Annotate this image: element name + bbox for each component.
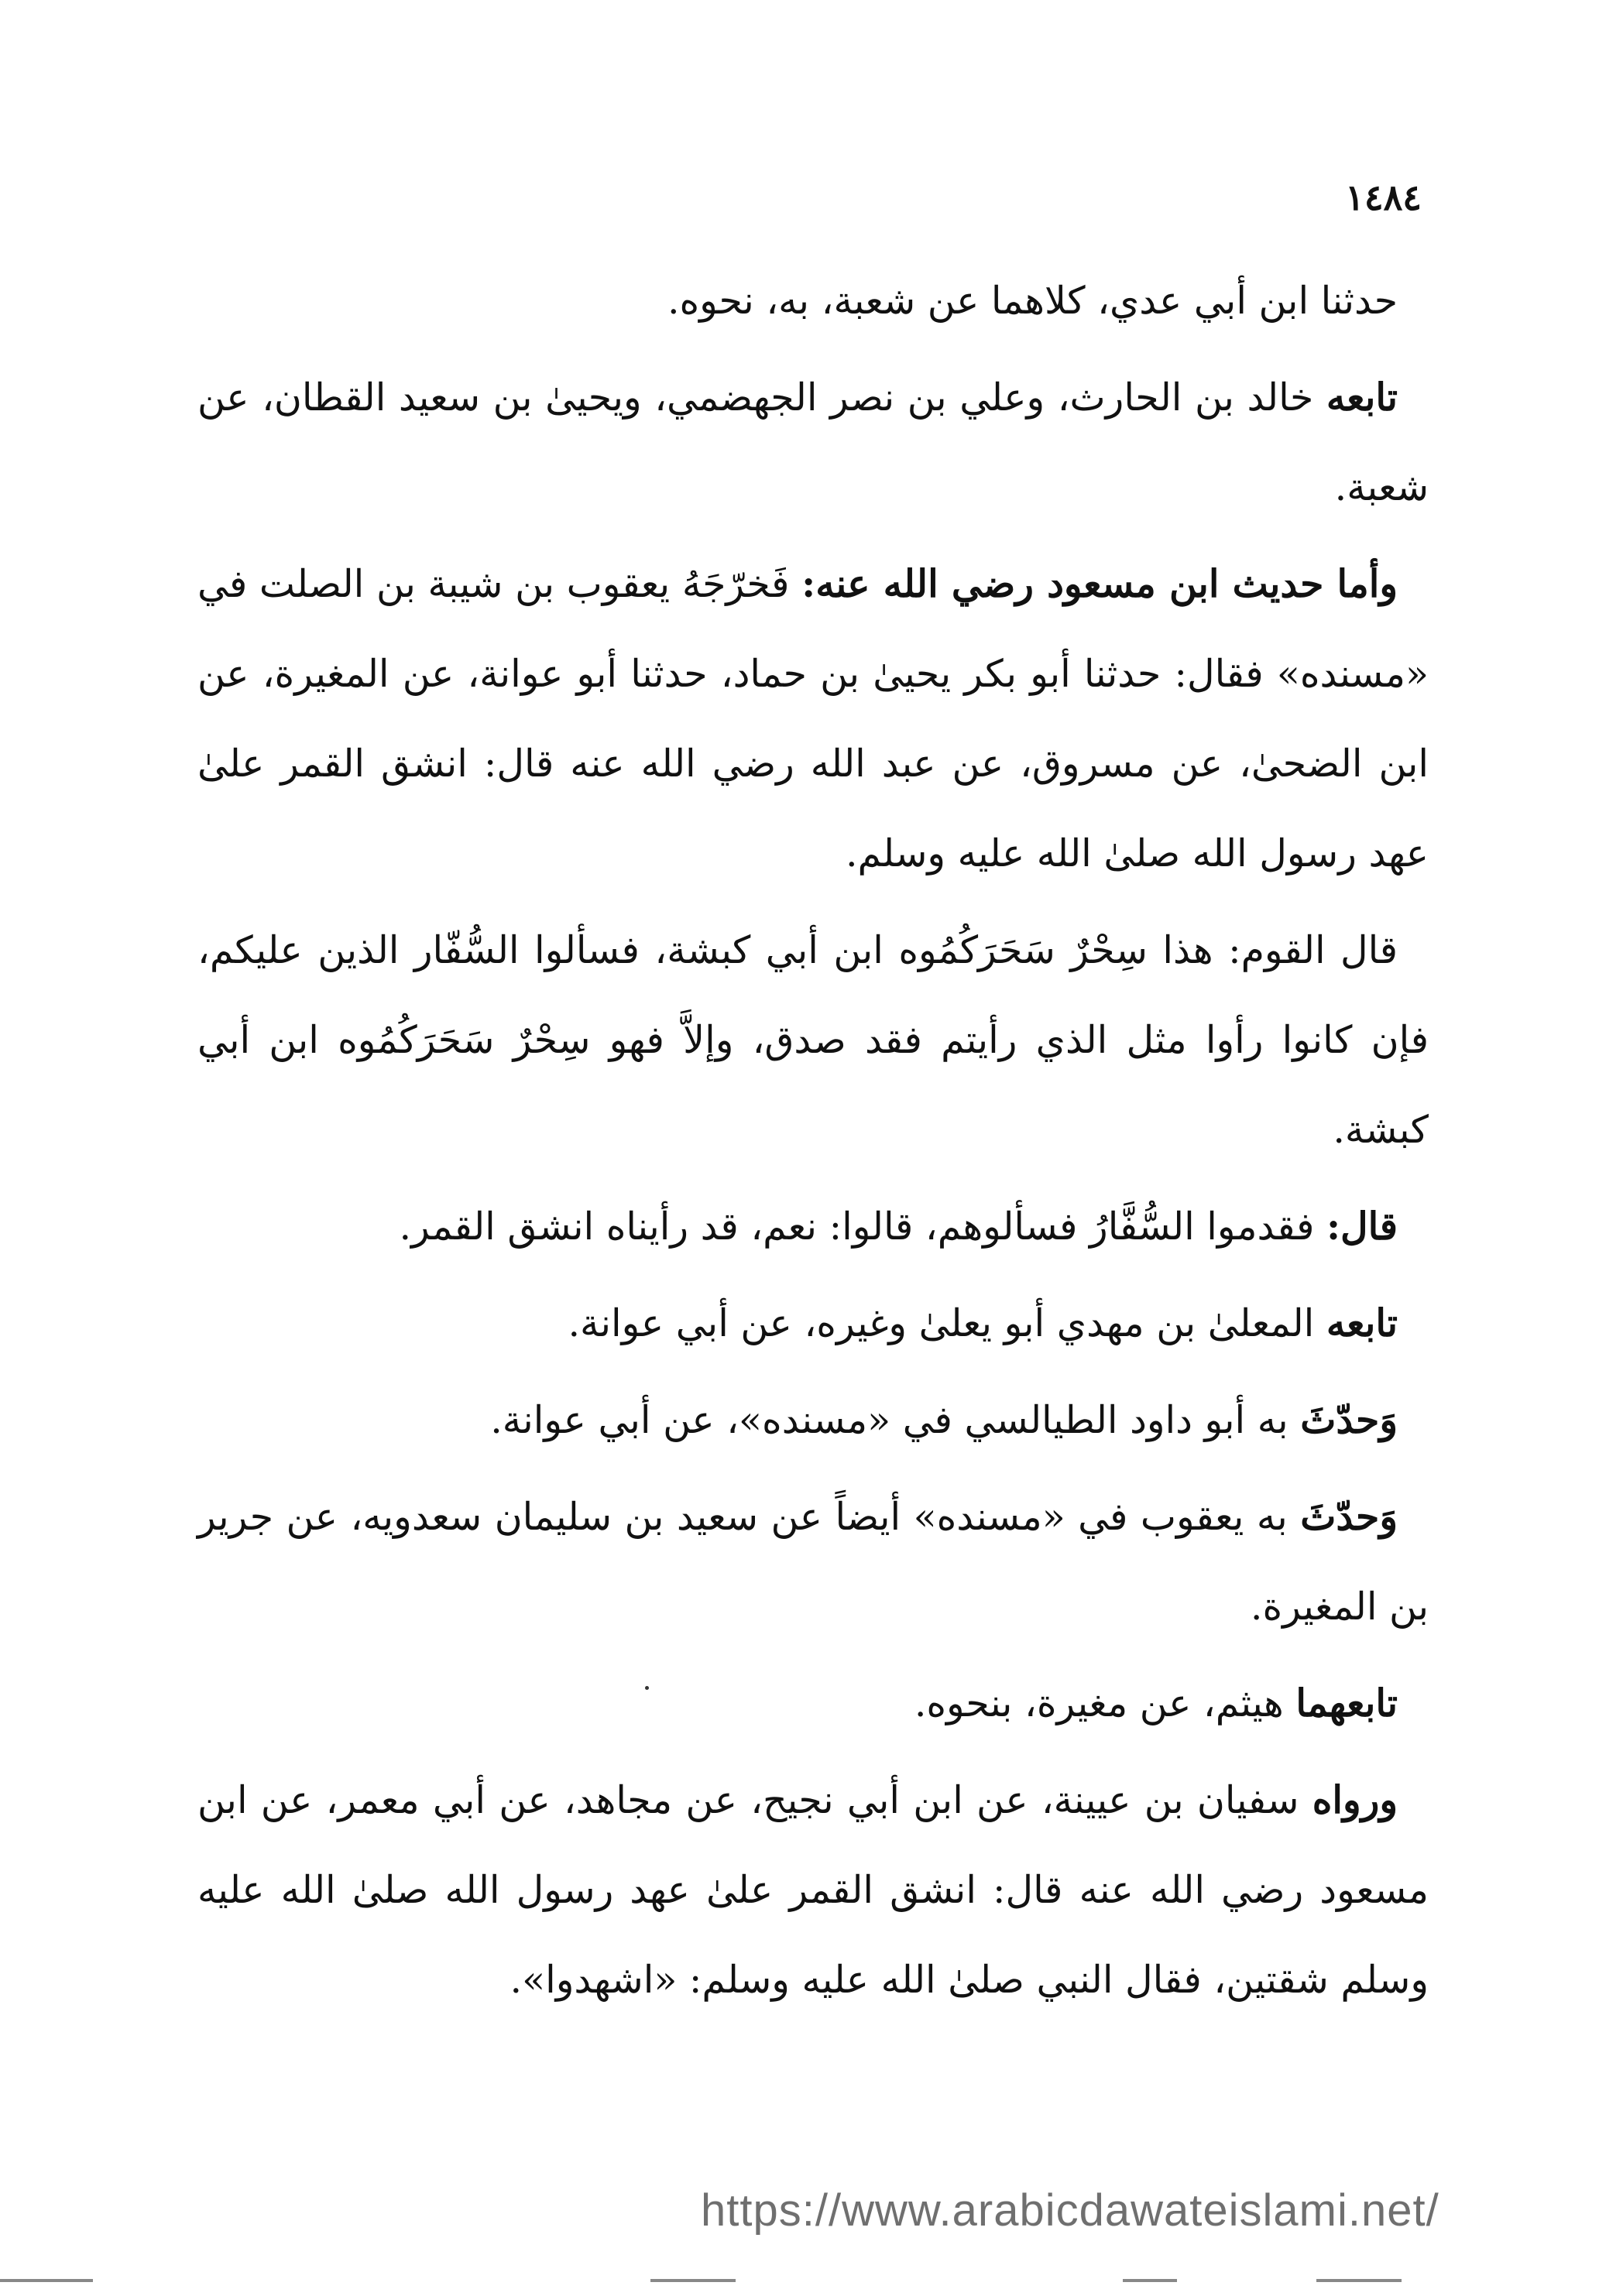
paragraph-1 [197, 255, 1429, 346]
paragraph-9 [197, 1658, 1429, 1749]
paragraph-5 [197, 1181, 1429, 1272]
paragraph-text: المعلىٰ بن مهدي أبو يعلىٰ وغيره، عن أبي عوانة. [568, 1301, 1326, 1345]
paragraph-text: قال القوم: هذا سِحْرٌ سَحَرَكُمُوه ابن أبي كبشة، فسألوا السُّفّار الذين عليكم، فإن كانوا رأوا مثل الذي رأيتم فقد صدق، وإلاَّ فهو سِحْرٌ سَحَرَكُمُوه ابن أبي كبشة. [197, 928, 1429, 1152]
paragraph-8 [197, 1472, 1429, 1652]
paragraph-text: به يعقوب في «مسنده» أيضاً عن سعيد بن سليمان سعدويه، عن جرير بن المغيرة. [197, 1495, 1429, 1629]
paragraph-lead: تابعه [1326, 1300, 1398, 1345]
paragraph-10 [197, 1755, 1429, 2025]
paragraph-lead: ورواه [1312, 1777, 1398, 1822]
paragraph-lead: وَحدّثَ [1300, 1494, 1398, 1539]
paragraph-lead: تابعه [1326, 375, 1398, 420]
body-text [197, 255, 1429, 2031]
watermark-url: https://www.arabicdawateislami.net/ [701, 2185, 1439, 2236]
paragraph-6 [197, 1278, 1429, 1369]
paragraph-7 [197, 1375, 1429, 1465]
paragraph-4 [197, 905, 1429, 1175]
paragraph-text: هيثم، عن مغيرة، بنحوه. [914, 1681, 1296, 1725]
paragraph-lead: وَحدّثَ [1300, 1397, 1398, 1442]
paragraph-lead: وأما حديث ابن مسعود رضي الله عنه: [801, 561, 1398, 606]
paragraph-lead: قال: [1326, 1204, 1398, 1249]
stray-dot [645, 1686, 649, 1690]
paragraph-text: خالد بن الحارث، وعلي بن نصر الجهضمي، ويحيىٰ بن سعيد القطان، عن شعبة. [197, 375, 1429, 509]
page-number: ١٤٨٤ [1345, 176, 1422, 218]
scan-edge-artifacts [0, 2271, 1623, 2282]
paragraph-text: فَخرّجَهُ يعقوب بن شيبة بن الصلت في «مسنده» فقال: حدثنا أبو بكر يحيىٰ بن حماد، حدثنا أبو عوانة، عن المغيرة، عن ابن الضحىٰ، عن مسروق، عن عبد الله رضي الله عنه قال: انشق القمر علىٰ عهد رسول الله صلىٰ الله عليه وسلم. [197, 562, 1429, 876]
paragraph-text: سفيان بن عيينة، عن ابن أبي نجيح، عن مجاهد، عن أبي معمر، عن ابن مسعود رضي الله عنه قال: انشق القمر علىٰ عهد رسول الله صلىٰ الله عليه وسلم شقتين، فقال النبي صلىٰ الله عليه وسلم: «اشهدوا». [197, 1778, 1429, 2002]
paragraph-lead: تابعهما [1295, 1681, 1398, 1725]
paragraph-2 [197, 352, 1429, 533]
paragraph-text: فقدموا السُّفَّارُ فسألوهم، قالوا: نعم، قد رأيناه انشق القمر. [399, 1205, 1326, 1249]
paragraph-3 [197, 539, 1429, 899]
paragraph-text: به أبو داود الطيالسي في «مسنده»، عن أبي عوانة. [490, 1398, 1301, 1442]
paragraph-text: حدثنا ابن أبي عدي، كلاهما عن شعبة، به، نحوه. [667, 279, 1398, 323]
